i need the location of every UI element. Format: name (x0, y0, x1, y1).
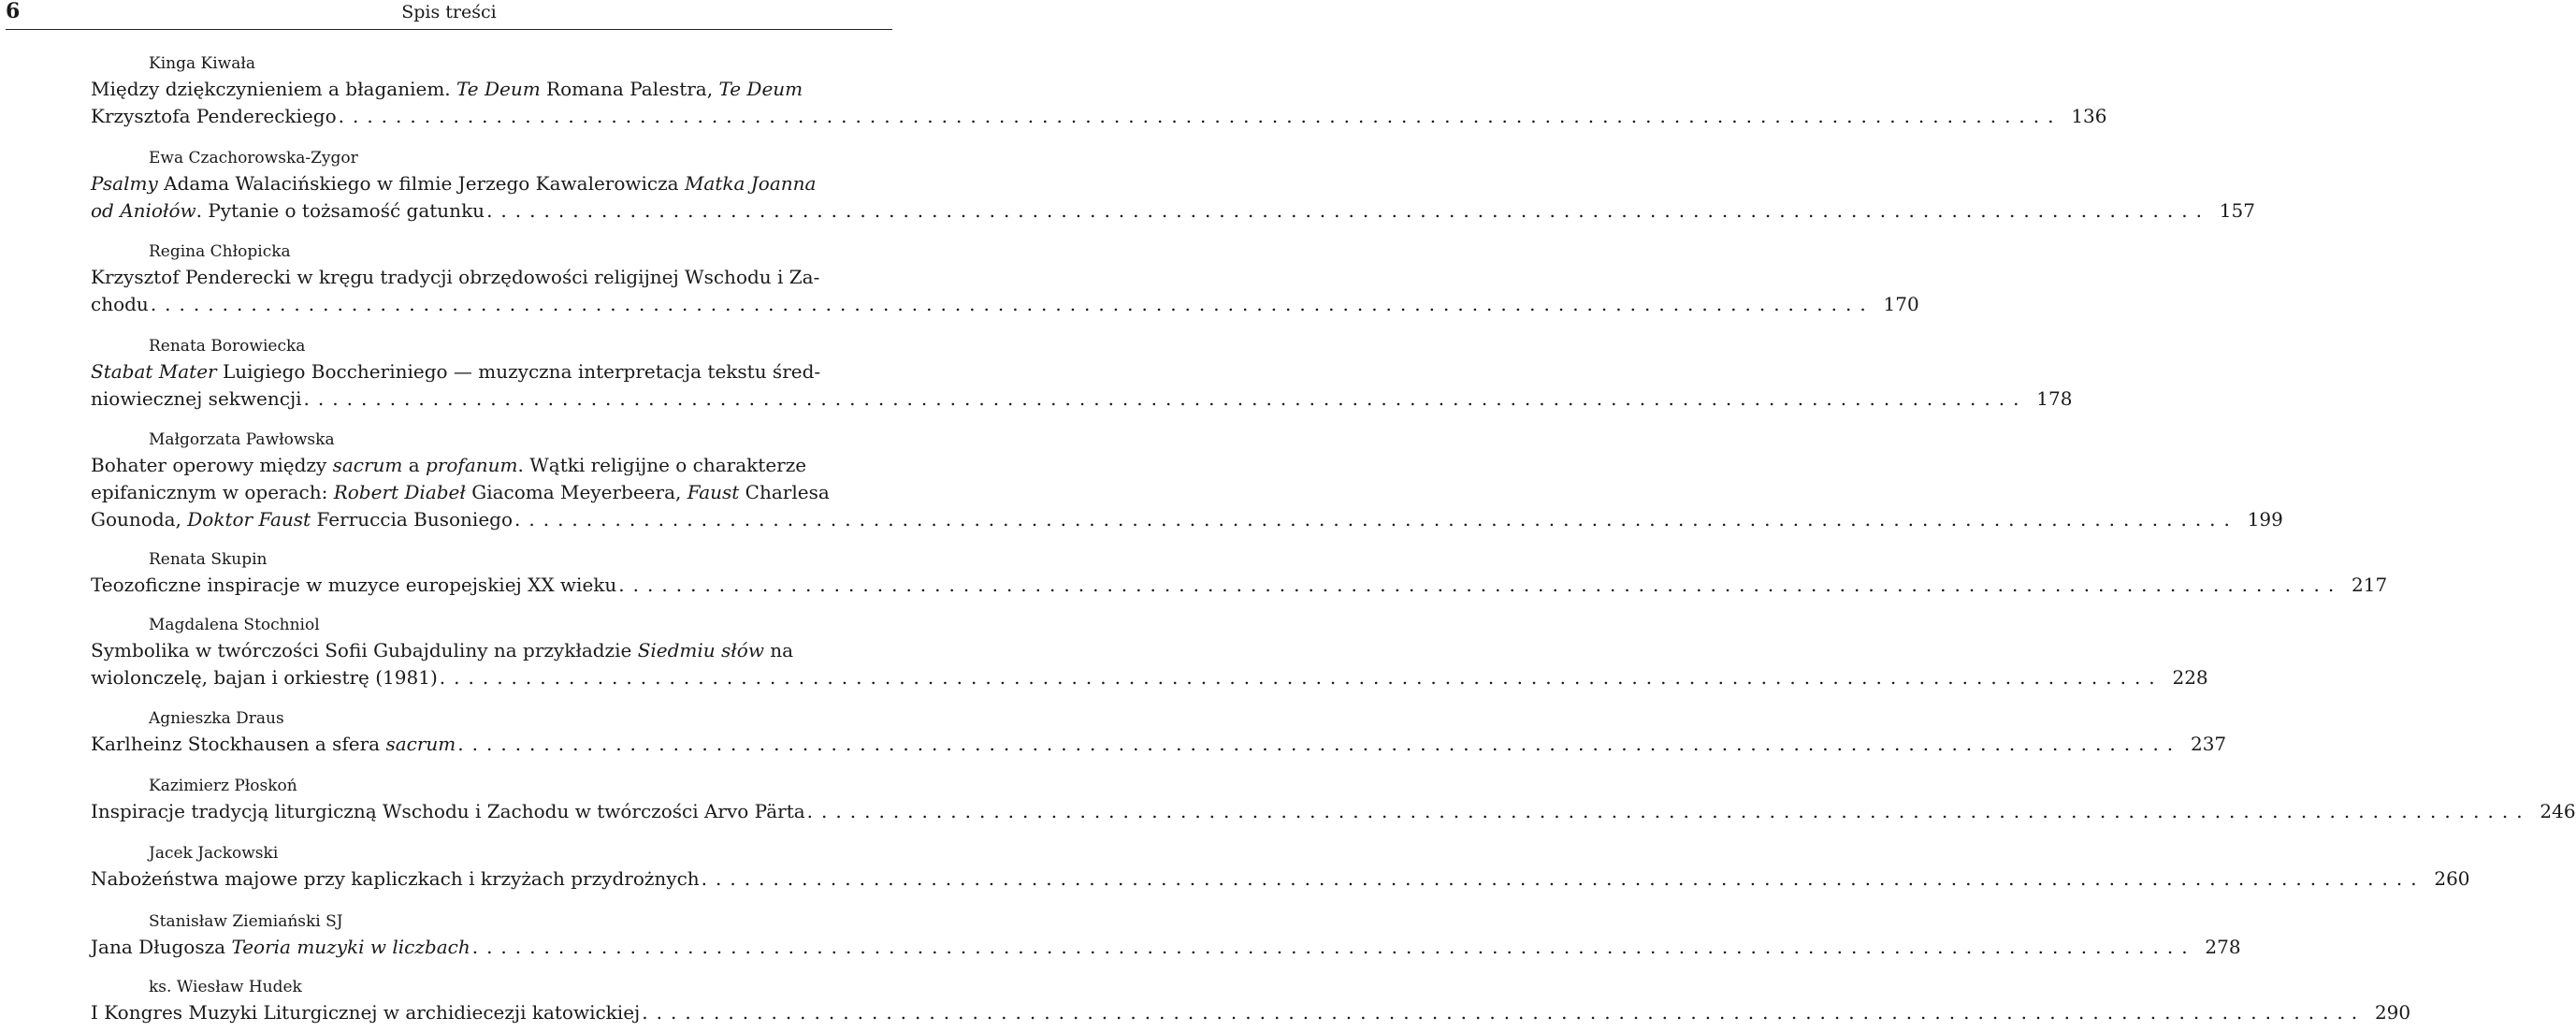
entry-page-number: 170 (1883, 293, 1919, 315)
dot-leader: ........................................................................................................................ (439, 666, 2164, 689)
dot-leader: ........................................................................................................................ (642, 1001, 2366, 1024)
entry-author: Agnieszka Draus (149, 709, 284, 728)
title-italic: Psalmy (91, 172, 158, 195)
title-text: Giacoma Meyerbeera, (465, 481, 687, 503)
toc-entry[interactable] (91, 977, 2411, 1026)
entry-page-number: 178 (2036, 387, 2073, 410)
title-text: Romana Palestra, (540, 78, 719, 100)
dot-leader: ........................................................................................................................ (150, 293, 1874, 315)
title-text: Nabożeństwa majowe przy kapliczkach i krzyżach przydrożnych (91, 867, 700, 890)
entry-page-number: 157 (2219, 199, 2255, 222)
entry-title-line (91, 452, 893, 479)
title-text: . Pytanie o tożsamość gatunku (195, 199, 485, 222)
entry-author: Renata Borowiecka (149, 337, 306, 356)
title-italic: Stabat Mater (91, 360, 217, 383)
entry-author: Jacek Jackowski (149, 844, 279, 863)
entry-title-line (91, 103, 2107, 130)
title-italic: Te Deum (718, 78, 803, 100)
entry-author: ks. Wiesław Hudek (149, 978, 302, 996)
title-text: Ferruccia Busoniego (311, 508, 513, 531)
title-text: Krzysztof Penderecki w kręgu tradycji obrzędowości religijnej Wschodu i Za- (91, 266, 820, 288)
entry-title-line (91, 637, 893, 664)
title-text: Jana Długosza (91, 936, 232, 958)
entry-title-line (91, 506, 2283, 533)
title-italic: Faust (687, 481, 740, 503)
entry-page-number: 278 (2205, 936, 2241, 958)
entry-title-line (91, 865, 2470, 893)
title-text: Karlheinz Stockhausen a sfera (91, 733, 386, 755)
title-text: Adama Walacińskiego w filmie Jerzego Kawalerowicza (157, 172, 685, 195)
title-italic: Teoria muzyki w liczbach (231, 936, 470, 958)
title-text: Krzysztofa Pendereckiego (91, 105, 337, 127)
entry-author: Renata Skupin (149, 550, 268, 569)
title-italic: Doktor Faust (187, 508, 311, 531)
entry-title-line (91, 572, 2388, 599)
title-text: niowiecznej sekwencji (91, 387, 302, 410)
toc-entry[interactable] (91, 429, 2283, 533)
toc-entry[interactable] (91, 708, 2227, 758)
title-text: chodu (91, 293, 149, 315)
entry-title-line (91, 197, 2255, 225)
dot-leader: ........................................................................................................................ (457, 733, 2182, 755)
page-header (6, 0, 892, 30)
title-italic: profanum (426, 454, 518, 476)
entry-author: Małgorzata Pawłowska (149, 430, 335, 449)
title-text: Między dziękczynieniem a błaganiem. (91, 78, 456, 100)
entry-page-number: 217 (2352, 574, 2388, 596)
entry-author: Stanisław Ziemiański SJ (149, 912, 343, 931)
dot-leader: ........................................................................................................................ (486, 199, 2210, 222)
title-text: I Kongres Muzyki Liturgicznej w archidiecezji katowickiej (91, 1001, 641, 1024)
title-italic: Robert Diabeł (333, 481, 466, 503)
entry-author: Kinga Kiwała (149, 54, 255, 73)
entry-page-number: 260 (2434, 867, 2470, 890)
dot-leader: ........................................................................................................................ (701, 867, 2425, 890)
entry-title-line (91, 798, 2576, 825)
entry-title-line (91, 731, 2227, 758)
entry-title-line (91, 664, 2208, 691)
toc-entry[interactable] (91, 615, 2208, 691)
title-italic: sacrum (385, 733, 456, 755)
entry-title-line (91, 291, 1919, 318)
entry-page-number: 290 (2374, 1001, 2411, 1024)
dot-leader: ........................................................................................................................ (338, 105, 2062, 127)
toc-entry[interactable] (91, 549, 2388, 599)
title-italic: od Aniołów (91, 199, 196, 222)
entry-page-number: 246 (2540, 800, 2576, 822)
title-text: Charlesa (739, 481, 830, 503)
title-text: wiolonczelę, bajan i orkiestrę (1981) (91, 666, 438, 689)
entry-page-number: 237 (2190, 733, 2227, 755)
entry-author: Kazimierz Płoskoń (149, 777, 297, 795)
title-italic: Matka Joanna (684, 172, 817, 195)
entry-page-number: 228 (2172, 666, 2208, 689)
running-title: Spis treści (401, 2, 497, 22)
toc-entry[interactable] (91, 911, 2241, 961)
entry-title-line (91, 170, 893, 197)
title-text: epifanicznym w operach: (91, 481, 334, 503)
entry-page-number: 199 (2247, 508, 2283, 531)
title-text: Gounoda, (91, 508, 188, 531)
title-text: Bohater operowy między (91, 454, 333, 476)
dot-leader: ........................................................................................................................ (514, 508, 2238, 531)
title-italic: Siedmiu słów (637, 639, 764, 661)
toc-entry[interactable] (91, 336, 2073, 413)
entry-title-line (91, 934, 2241, 961)
toc-entry[interactable] (91, 53, 2107, 130)
page-number: 6 (6, 0, 21, 23)
title-text: . Wątki religijne o charakterze (517, 454, 807, 476)
title-text: na (763, 639, 794, 661)
entry-title-line (91, 999, 2411, 1026)
title-text: Symbolika w twórczości Sofii Gubajduliny na przykładzie (91, 639, 638, 661)
toc-entry[interactable] (91, 148, 2255, 225)
title-italic: Te Deum (456, 78, 541, 100)
title-text: a (402, 454, 427, 476)
entry-author: Magdalena Stochniol (149, 616, 320, 634)
toc-entry[interactable] (91, 843, 2470, 893)
entry-page-number: 136 (2071, 105, 2107, 127)
entry-title-line (91, 479, 893, 506)
entry-title-line (91, 76, 893, 103)
entry-author: Ewa Czachorowska-Zygor (149, 149, 358, 167)
title-text: Teozoficzne inspiracje w muzyce europejskiej XX wieku (91, 574, 617, 596)
entry-title-line (91, 385, 2073, 413)
toc-entry[interactable] (91, 776, 2576, 825)
title-text: Luigiego Boccheriniego — muzyczna interpretacja tekstu śred- (216, 360, 821, 383)
dot-leader: ........................................................................................................................ (471, 936, 2196, 958)
dot-leader: ........................................................................................................................ (618, 574, 2343, 596)
entry-title-line (91, 358, 893, 385)
entry-author: Regina Chłopicka (149, 242, 291, 261)
dot-leader: ........................................................................................................................ (806, 800, 2531, 822)
title-text: Inspiracje tradycją liturgiczną Wschodu i Zachodu w twórczości Arvo Pärta (91, 800, 805, 822)
title-italic: sacrum (332, 454, 403, 476)
toc-entry[interactable] (91, 241, 1919, 318)
entry-title-line (91, 264, 893, 291)
dot-leader: ........................................................................................................................ (303, 387, 2028, 410)
